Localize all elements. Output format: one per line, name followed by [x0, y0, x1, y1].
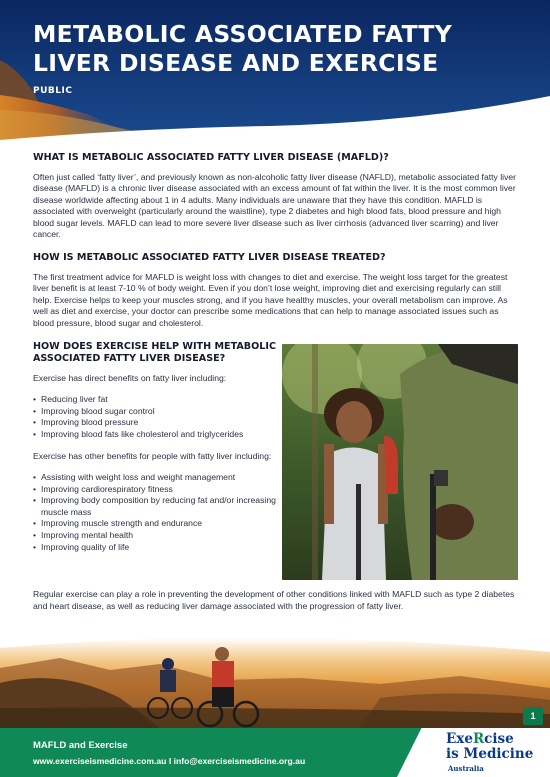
other-benefits-list [33, 472, 278, 553]
list-item: • Improving blood sugar control [33, 406, 278, 418]
page-number: 1 [523, 707, 543, 725]
list-item: • Reducing liver fat [33, 394, 278, 406]
logo-line-2: is Medicine [446, 746, 534, 762]
exercise-is-medicine-logo: ExeRcise [446, 731, 514, 747]
footer-title: MAFLD and Exercise [33, 740, 128, 751]
list-item: • Assisting with weight loss and weight management [33, 472, 278, 484]
header-curve-divider [0, 96, 550, 146]
direct-benefits-list [33, 394, 278, 440]
audience-tag: PUBLIC [33, 86, 73, 96]
list-item: • Improving quality of life [33, 542, 278, 554]
section-how-treated [33, 252, 518, 329]
list-item: • Improving mental health [33, 530, 278, 542]
closing-paragraph: Regular exercise can play a role in preventing the development of other conditions linked with MAFLD such as type 2 diabetes and heart disease, as well as reducing liver damage associated with the progression of fatty liver. [33, 589, 515, 611]
section-heading: HOW IS METABOLIC ASSOCIATED FATTY LIVER DISEASE TREATED? [33, 252, 386, 264]
section-body: The first treatment advice for MAFLD is weight loss with changes to diet and exercise. The weight loss target for the greatest liver benefit is at least 7-10 % of body weight. Even if you don’t lose weight, improving diet and exercising regularly can still help. Exercise helps to keep your muscles strong, and if you have healthy muscles, your overall metabolism can improve. As well as diet and exercise, your doctor can prescribe some medications that can help to manage associated issues such as blood pressure, blood sugar and cholesterol. [33, 271, 508, 328]
list-item: • Improving cardiorespiratory fitness [33, 484, 278, 496]
section-what-is-mafld [33, 152, 518, 241]
other-benefits-intro: Exercise has other benefits for people with fatty liver including: [33, 450, 272, 461]
page-title: METABOLIC ASSOCIATED FATTY LIVER DISEASE AND EXERCISE [33, 20, 453, 77]
footer-contact[interactable]: www.exerciseismedicine.com.au I info@exerciseismedicine.org.au [33, 756, 306, 766]
list-item: • Improving blood fats like cholesterol and triglycerides [33, 429, 278, 441]
section-heading: HOW DOES EXERCISE HELP WITH METABOLIC ASSOCIATED FATTY LIVER DISEASE? [33, 340, 276, 365]
exercise-help-text [33, 341, 278, 554]
cyclists-landscape-image [0, 628, 550, 728]
direct-benefits-intro: Exercise has direct benefits on fatty liver including: [33, 372, 227, 383]
section-heading: WHAT IS METABOLIC ASSOCIATED FATTY LIVER DISEASE (MAFLD)? [33, 152, 389, 163]
list-item: • Improving blood pressure [33, 417, 278, 429]
list-item: • Improving muscle strength and endurance [33, 518, 278, 530]
logo-line-3: Australia [448, 764, 484, 773]
section-body: Often just called ‘fatty liver’, and previously known as non-alcoholic fatty liver disease (NAFLD), metabolic associated fatty liver disease (MAFLD) is a chronic liver disease associated with an excess amount of fat within the liver. It is the most common liver disease worldwide affecting about 1 in 4 adults. Many individuals are unaware that they have this condition. MAFLD is associated with overweight (particularly around the waistline), type 2 diabetes and high blood fats, blood pressure and high blood sugar levels. MAFLD can lead to more severe liver disease such as liver cirrhosis (advanced liver scarring) and liver cancer. [33, 171, 517, 240]
list-item: • Improving body composition by reducing fat and/or increasing muscle mass [33, 495, 278, 518]
hikers-photo [282, 344, 518, 580]
